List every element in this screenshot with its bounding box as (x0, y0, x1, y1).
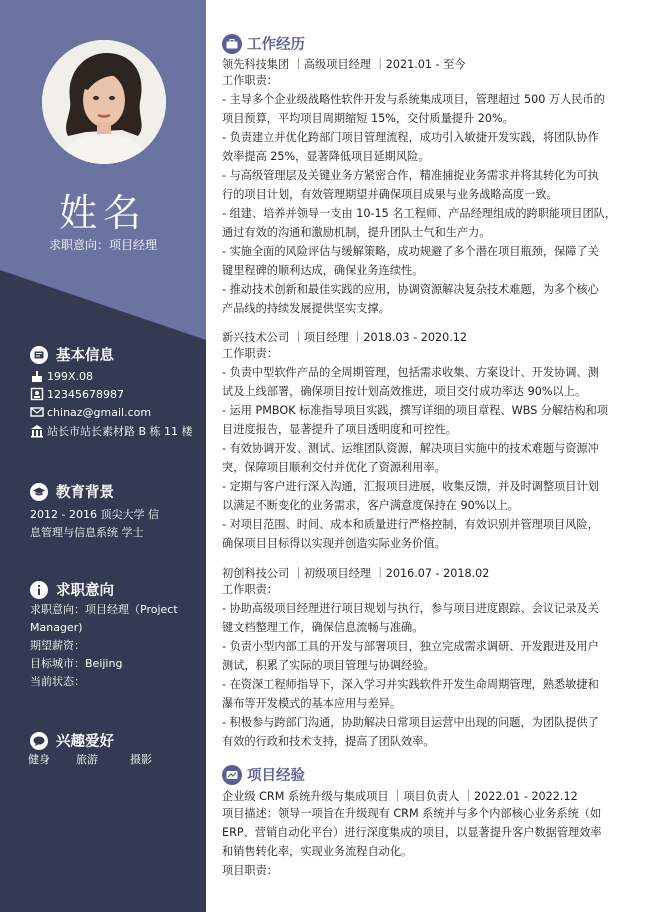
job-intent-subtitle: 求职意向：项目经理 (48, 238, 157, 252)
hobbies-heading (30, 730, 114, 751)
graduation-cap-icon (30, 483, 48, 501)
job-line: - 负责中型软件产品的全周期管理，包括需求收集、方案设计、开发协调、测 (222, 366, 599, 379)
candidate-name: 姓名 (58, 191, 147, 235)
hobby-item: 旅游 (76, 753, 98, 766)
intent-line-5: 当前状态： (30, 675, 85, 688)
job-line: 键文档整理工作，确保信息流畅与准确。 (222, 621, 424, 634)
job-duty-label: 工作职责： (222, 583, 278, 596)
project-chart-icon (222, 765, 242, 785)
projects-heading (222, 764, 305, 785)
birth-value: 199X.08 (47, 369, 94, 383)
work-heading (222, 33, 305, 54)
id-card-icon (30, 346, 48, 364)
project-header: 企业级 CRM 系统升级与集成项目 ｜项目负责人 ｜2022.01 - 2022.12 (222, 790, 578, 803)
job-header: 初创科技公司 ｜初级项目经理 ｜2016.07 - 2018.02 (222, 567, 490, 580)
project-line: 项目描述：领导一项旨在升级现有 CRM 系统并与多个内部核心业务系统（如 (222, 807, 602, 820)
email-row (30, 405, 151, 419)
job-line: 测试，积累了实际的项目管理与协调经验。 (222, 659, 435, 672)
basic-info-heading (30, 344, 114, 365)
info-icon (30, 581, 48, 599)
phone-value: 12345678987 (47, 387, 124, 401)
mail-icon (30, 405, 44, 419)
building-icon (30, 424, 44, 438)
job-header: 领先科技集团 ｜高级项目经理 ｜2021.01 - 至今 (222, 58, 466, 71)
phone-icon (30, 387, 44, 401)
briefcase-icon (222, 34, 242, 54)
sidebar (0, 0, 206, 912)
job-line: - 运用 PMBOK 标准指导项目实践，撰写详细的项目章程、WBS 分解结构和项 (222, 404, 608, 417)
job-line: 以满足不断变化的业务需求，客户满意度保持在 90%以上。 (222, 499, 519, 512)
project-line: ERP、营销自动化平台）进行深度集成的项目，以显著提升客户数据管理效率 (222, 826, 602, 839)
intent-title: 求职意向 (56, 583, 114, 599)
job-line: - 协助高级项目经理进行项目规划与执行，参与项目进度跟踪、会议记录及关 (222, 602, 599, 615)
hobbies-title: 兴趣爱好 (56, 734, 114, 750)
education-line-1: 2012 - 2016 顶尖大学 信 (30, 508, 159, 521)
job-line: 行的项目计划，有效管理期望并确保项目成果与业务战略高度一致。 (222, 188, 558, 201)
intent-line-4: 目标城市：Beijing (30, 657, 123, 670)
job-line: 通过有效的沟通和激励机制，提升团队士气和生产力。 (222, 226, 491, 239)
avatar-portrait (42, 40, 166, 164)
hobby-item: 健身 (28, 753, 50, 766)
job-line: - 主导多个企业级战略性软件开发与系统集成项目，管理超过 500 万人民币的 (222, 93, 605, 106)
job-line: - 组建、培养并领导一支由 10-15 名工程师、产品经理组成的跨职能项目团队， (222, 207, 617, 220)
job-line: 有效的行政和技术支持，提高了团队效率。 (222, 735, 435, 748)
intent-line-2: Manager) (30, 621, 83, 634)
projects-title: 项目经验 (247, 768, 305, 784)
job-line: 产品线的持续发展提供坚实支撑。 (222, 302, 390, 315)
job-line: - 负责建立并优化跨部门项目管理流程，成功引入敏捷开发实践，将团队协作 (222, 131, 599, 144)
job-line: 突，保障项目顺利交付并优化了资源利用率。 (222, 461, 446, 474)
education-heading (30, 481, 114, 502)
job-line: - 负责小型内部工具的开发与部署项目，独立完成需求调研、开发跟进及用户 (222, 640, 599, 653)
sidebar-diagonal (0, 270, 206, 340)
job-line: - 对项目范围、时间、成本和质量进行严格控制，有效识别并管理项目风险， (222, 518, 599, 531)
email-value: chinaz@gmail.com (47, 405, 152, 419)
job-duty-label: 工作职责： (222, 74, 278, 87)
job-line: - 与高级管理层及关键业务方紧密合作，精准捕捉业务需求并将其转化为可执 (222, 169, 599, 182)
basic-info-title: 基本信息 (56, 348, 114, 364)
work-title: 工作经历 (247, 37, 305, 53)
address-value: 站长市站长素材路 B 栋 11 楼 (47, 425, 193, 438)
job-line: 项目预算，平均项目周期缩短 15%，交付质量提升 20%。 (222, 112, 514, 125)
job-line: - 在资深工程师指导下，深入学习并实践软件开发生命周期管理，熟悉敏捷和 (222, 678, 599, 691)
job-header: 新兴技术公司 ｜项目经理 ｜2018.03 - 2020.12 (222, 331, 468, 344)
cake-icon (30, 369, 44, 383)
education-line-2: 息管理与信息系统 学士 (30, 526, 144, 539)
job-line: 键里程碑的顺利达成，确保业务连续性。 (222, 264, 424, 277)
job-line: - 积极参与跨部门沟通，协助解决日常项目运营中出现的问题，为团队提供了 (222, 716, 599, 729)
intent-line-1: 求职意向：项目经理（Project (30, 603, 178, 616)
project-line: 项目职责： (222, 864, 278, 877)
job-line: - 推动技术创新和最佳实践的应用，协调资源解决复杂技术难题，为多个核心 (222, 283, 599, 296)
intent-line-3: 期望薪资： (30, 639, 85, 652)
intent-heading (30, 579, 114, 600)
job-line: 瀑布等开发模式的基本应用与差异。 (222, 697, 402, 710)
project-line: 和销售转化率，实现业务流程自动化。 (222, 845, 413, 858)
job-line: 试及上线部署，确保项目按计划高效推进，项目交付成功率达 90%以上。 (222, 385, 587, 398)
phone-row (30, 387, 124, 401)
job-duty-label: 工作职责： (222, 347, 278, 360)
job-line: 确保项目目标得以实现并创造实际业务价值。 (222, 537, 446, 550)
hobby-item: 摄影 (130, 753, 152, 766)
birth-row (30, 369, 93, 383)
job-line: 目进度报告，显著提升了项目透明度和可控性。 (222, 423, 457, 436)
chat-bubble-icon (30, 732, 48, 750)
job-line: 效率提高 25%，显著降低项目延期风险。 (222, 150, 430, 163)
job-line: - 有效协调开发、测试、运维团队资源，解决项目实施中的技术难题与资源冲 (222, 442, 599, 455)
job-line: - 实施全面的风险评估与缓解策略，成功规避了多个潜在项目瓶颈，保障了关 (222, 245, 599, 258)
address-row (30, 423, 193, 439)
education-title: 教育背景 (56, 485, 114, 501)
avatar (42, 40, 166, 164)
job-line: - 定期与客户进行深入沟通，汇报项目进展，收集反馈，并及时调整项目计划 (222, 480, 599, 493)
